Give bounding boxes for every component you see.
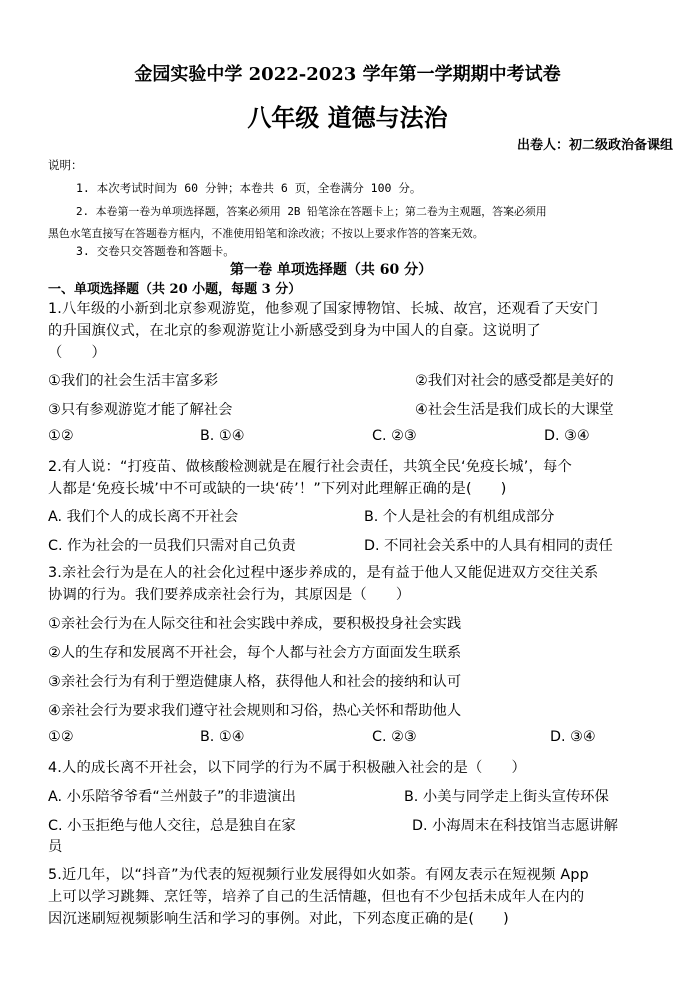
q2-option-b: B. 个人是社会的有机组成部分 [364,509,555,525]
note-3: 3. 交卷只交答题卷和答题卡。 [76,244,235,258]
q3-statement-4: ④亲社会行为要求我们遵守社会规则和习俗，热心关怀和帮助他人 [48,703,462,719]
q4-option-d: D. 小海周末在科技馆当志愿讲解 [412,818,618,834]
q3-statement-3: ③亲社会行为有利于塑造健康人格，获得他人和社会的接纳和认可 [48,674,462,690]
q4-option-b: B. 小美与同学走上街头宣传环保 [404,789,609,805]
question-4-line-1: 4.人的成长离不开社会，以下同学的行为不属于积极融入社会的是（ ） [48,760,526,776]
q2-option-a: A. 我们个人的成长离不开社会 [48,509,239,525]
q2-option-d: D. 不同社会关系中的人具有相同的责任 [364,538,613,554]
section-title: 第一卷 单项选择题（共 60 分） [230,262,433,278]
note-2b: 黑色水笔直接写在答题卷方框内，不准使用铅笔和涂改液；不按以上要求作答的答案无效。 [48,227,484,240]
q3-statement-1: ①亲社会行为在人际交往和社会实践中养成，要积极投身社会实践 [48,616,462,632]
q1-statement-3: ③只有参观游览才能了解社会 [48,402,233,418]
question-1-line-2: 的升国旗仪式，在北京的参观游览让小新感受到身为中国人的自豪。这说明了 [48,323,541,339]
q1-option-d: D. ③④ [544,428,590,444]
q1-option-b: B. ①④ [200,428,245,444]
question-1-line-1: 1.八年级的小新到北京参观游览，他参观了国家博物馆、长城、故宫，还观看了天安门 [48,301,599,317]
q3-option-d: D. ③④ [550,729,596,745]
question-1-line-3: （ ） [48,345,106,361]
q2-option-c: C. 作为社会的一员我们只需对自己负责 [48,538,296,554]
notes-label: 说明： [48,158,83,172]
q4-option-c: C. 小玉拒绝与他人交往，总是独自在家 [48,818,296,834]
q1-statement-2: ②我们对社会的感受都是美好的 [415,373,614,389]
q4-option-a: A. 小乐陪爷爷看“兰州鼓子”的非遗演出 [48,789,296,805]
note-2a: 2. 本卷第一卷为单项选择题，答案必须用 2B 铅笔涂在答题卡上；第二卷为主观题，答案必须用 [76,205,547,218]
exam-title: 金园实验中学 2022-2023 学年第一学期期中考试卷 [134,64,561,85]
question-3-line-1: 3.亲社会行为是在人的社会化过程中逐步养成的，是有益于他人又能促进双方交往关系 [48,565,599,581]
question-5-line-2: 上可以学习跳舞、烹饪等，培养了自己的生活情趣，但也有不少包括未成年人在内的 [48,889,585,905]
question-2-line-1: 2.有人说：“打疫苗、做核酸检测就是在履行社会责任，共筑全民‘免疫长城’，每个 [48,459,573,475]
question-3-line-2: 协调的行为。我们要养成亲社会行为，其原因是（ ） [48,587,411,603]
q4-option-d-wrap: 员 [48,839,63,855]
q1-statement-1: ①我们的社会生活丰富多彩 [48,373,219,389]
q1-option-c: C. ②③ [372,428,417,444]
part-heading: 一、单项选择题（共 20 小题，每题 3 分） [48,282,302,297]
exam-author: 出卷人：初二级政治备课组 [516,138,673,153]
q1-option-a: ①② [48,428,74,444]
q3-option-c: C. ②③ [372,729,417,745]
q3-statement-2: ②人的生存和发展离不开社会，每个人都与社会方方面面发生联系 [48,645,462,661]
q3-option-b: B. ①④ [200,729,245,745]
exam-subtitle: 八年级 道德与法治 [247,103,448,132]
q3-option-a: ①② [48,729,74,745]
question-5-line-1: 5.近几年，以“抖音”为代表的短视频行业发展得如火如荼。有网友表示在短视频 App [48,867,589,883]
q1-statement-4: ④社会生活是我们成长的大课堂 [415,402,614,418]
question-2-line-2: 人都是‘免疫长城’中不可或缺的一块‘砖’！”下列对此理解正确的是( ) [48,481,507,497]
note-1: 1. 本次考试时间为 60 分钟；本卷共 6 页，全卷满分 100 分。 [76,181,422,195]
question-5-line-3: 因沉迷刷短视频影响生活和学习的事例。对此，下列态度正确的是( ) [48,911,509,927]
